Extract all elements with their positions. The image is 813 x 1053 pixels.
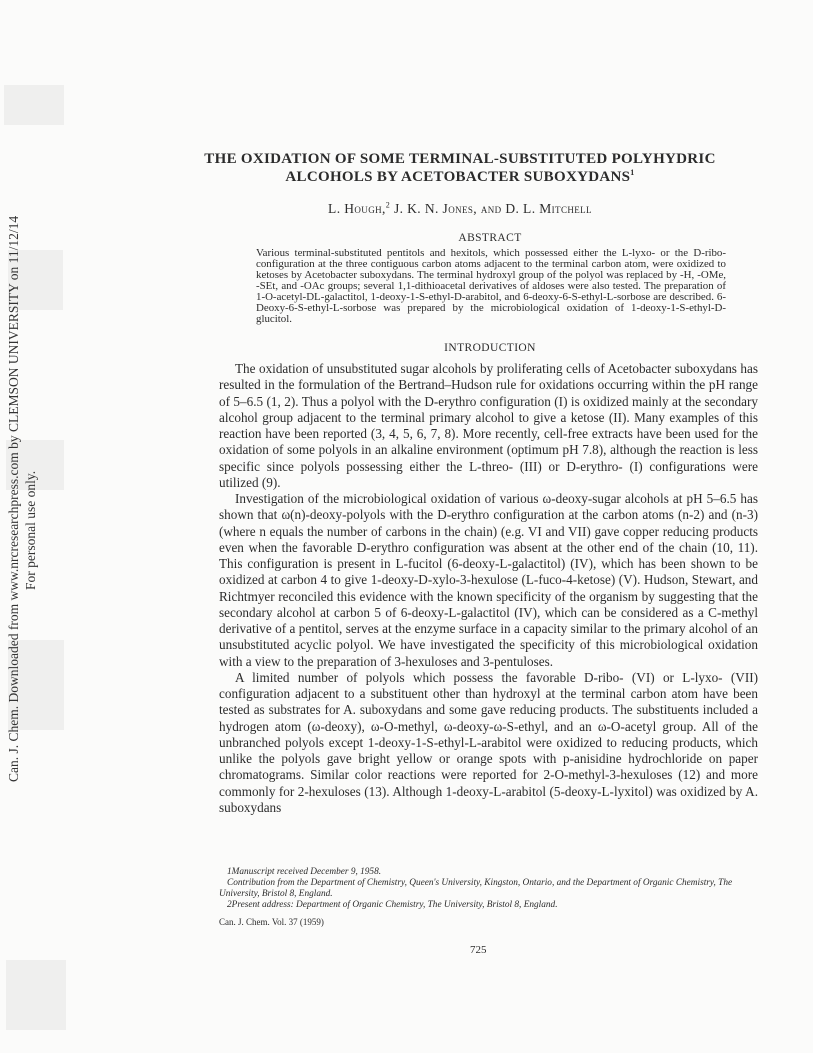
footnote-2: 2Present address: Department of Organic Chemistry, The University, Bristol 8, England. [227,900,558,910]
download-notice-line1: Can. J. Chem. Downloaded from www.nrcresearchpress.com by CLEMSON UNIVERSITY on 11/12/14 [6,215,21,782]
author-hough: L. Hough, [328,201,386,216]
paragraph-1: The oxidation of unsubstituted sugar alcohols by proliferating cells of Acetobacter suboxydans has resulted in the formulation of the Bertrand–Hudson rule for oxidations occurring within the pH range of 5–6.5 (1, 2). Thus a polyol with the D-erythro configuration (I) is oxidized mainly at the secondary alcohol group adjacent to the terminal primary alcohol to give a ketose (II). Many examples of this reaction have been reported (3, 4, 5, 6, 7, 8). More recently, cell-free extracts have been used for the oxidation of some polyols in an alkaline environment (optimum pH 7.8), although the reaction is less specific since polyols possessing either the L-threo- (III) or D-erythro- (I) configurations were utilized (9). [219,361,758,490]
journal-reference: Can. J. Chem. Vol. 37 (1959) [219,917,324,927]
introduction-heading: INTRODUCTION [444,342,536,354]
author-jones: J. K. N. Jones, [393,201,478,216]
author-footnote-marker: 2 [385,200,391,210]
page-number: 725 [470,944,487,956]
body-text [219,361,758,816]
abstract-heading: ABSTRACT [458,232,522,244]
paper-title [180,150,740,186]
paragraph-3: A limited number of polyols which possess the favorable D-ribo- (VI) or L-lyxo- (VII) configuration adjacent to a substituent other than hydroxyl at the terminal carbon atom have been tested as substrates for A. suboxydans and some gave reducing products. The substituents included a hydrogen atom (ω-deoxy), ω-O-methyl, ω-deoxy-ω-S-ethyl, and an ω-O-acetyl group. All of the unbranched polyols except 1-deoxy-1-S-ethyl-L-arabitol were oxidized to reducing products, which unlike the polyols gave bright yellow or orange spots with p-anisidine hydrochloride on paper chromatograms. Similar color reactions were reported for 2-O-methyl-3-hexuloses (12) and more commonly for 2-hexuloses (13). Although 1-deoxy-L-arabitol (5-deoxy-L-lyxitol) was oxidized by A. suboxydans [219,669,758,815]
author-mitchell: D. L. Mitchell [505,201,592,216]
abstract-text: Various terminal-substituted pentitols and hexitols, which possessed either the L-lyxo- or the D-ribo-configuration at the three contiguous carbon atoms adjacent to the terminal carbon atom, were oxidized to ketoses by Acetobacter suboxydans. The terminal hydroxyl group of the polyol was replaced by -H, -OMe, -SEt, and -OAc groups; several 1,1-dithioacetal derivatives of aldoses were also tested. The preparation of 1-O-acetyl-DL-galactitol, 1-deoxy-1-S-ethyl-D-arabitol, and 6-deoxy-6-S-ethyl-L-sorbose are described. 6-Deoxy-6-S-ethyl-L-sorbose was prepared by the microbiological oxidation of 1-deoxy-1-S-ethyl-D-glucitol. [256,247,726,325]
author-and: and [480,201,502,216]
footnotes [219,867,758,911]
footnote-1-contribution: Contribution from the Department of Chemistry, Queen's University, Kingston, Ontario, and the Department of Organic Chemistry, The University, Bristol 8, England. [219,878,733,899]
download-notice-line2: For personal use only. [23,470,38,590]
title-line-1: THE OXIDATION OF SOME TERMINAL-SUBSTITUTED POLYHYDRIC [204,151,716,167]
paragraph-2: Investigation of the microbiological oxidation of various ω-deoxy-sugar alcohols at pH 5–6.5 has shown that ω(n)-deoxy-polyols with the D-erythro configuration at the carbon atoms (n-2) and (n-3) (where n equals the number of carbons in the chain) (e.g. VI and VII) gave copper reducing products even when the favorable D-erythro configuration was absent at the other end of the chain (10, 11). This configuration is present in L-fucitol (6-deoxy-L-galactitol) (IV), which has been shown to be oxidized at carbon 4 to give 1-deoxy-D-xylo-3-hexulose (L-fuco-4-ketose) (V). Hudson, Stewart, and Richtmyer reconciled this evidence with the known specificity of the organism by suggesting that the secondary alcohol at carbon 5 of 6-deoxy-L-galactitol (IV), which can be considered as a C-methyl derivative of a pentitol, serves at the enzyme surface in a capacity similar to the primary alcohol of an unsubstituted acyclic polyol. We have investigated the specificity of this microbiological oxidation with a view to the preparation of 3-hexuloses and 3-pentuloses. [219,491,758,669]
footnote-1: 1Manuscript received December 9, 1958. [227,867,382,877]
author-list [180,201,740,217]
download-notice [0,0,70,1053]
title-footnote-marker: 1 [630,168,635,177]
title-line-2: ALCOHOLS BY ACETOBACTER SUBOXYDANS$^1$ [285,168,635,185]
